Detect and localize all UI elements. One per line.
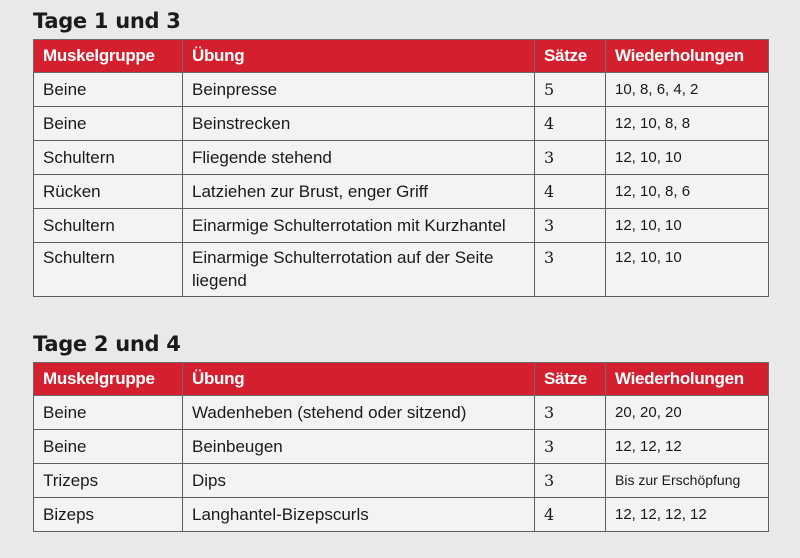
- cell-exercise: Beinbeugen: [183, 430, 535, 464]
- cell-exercise: Beinpresse: [183, 73, 535, 107]
- cell-sets: 4: [535, 107, 606, 141]
- cell-muscle-group: Beine: [34, 430, 183, 464]
- cell-muscle-group: Trizeps: [34, 464, 183, 498]
- header-wiederholungen: Wiederholungen: [606, 40, 769, 73]
- section-title: Tage 1 und 3: [33, 9, 181, 33]
- cell-sets: 3: [535, 430, 606, 464]
- table-row: [34, 107, 769, 141]
- cell-muscle-group: Beine: [34, 107, 183, 141]
- cell-sets: 4: [535, 175, 606, 209]
- cell-reps: 12, 12, 12, 12: [606, 498, 769, 532]
- header-saetze: Sätze: [535, 40, 606, 73]
- header-muskelgruppe: Muskelgruppe: [34, 40, 183, 73]
- cell-exercise: Wadenheben (stehend oder sitzend): [183, 396, 535, 430]
- table-row: [34, 430, 769, 464]
- cell-reps: 10, 8, 6, 4, 2: [606, 73, 769, 107]
- cell-sets: 3: [535, 141, 606, 175]
- cell-sets: 5: [535, 73, 606, 107]
- cell-exercise: Beinstrecken: [183, 107, 535, 141]
- cell-reps: 12, 10, 8, 8: [606, 107, 769, 141]
- section-title: Tage 2 und 4: [33, 332, 181, 356]
- cell-reps: 12, 12, 12: [606, 430, 769, 464]
- table-row: [34, 209, 769, 243]
- cell-muscle-group: Beine: [34, 396, 183, 430]
- cell-reps: 20, 20, 20: [606, 396, 769, 430]
- cell-sets: 3: [535, 209, 606, 243]
- cell-muscle-group: Bizeps: [34, 498, 183, 532]
- cell-muscle-group: Rücken: [34, 175, 183, 209]
- cell-reps: 12, 10, 10: [606, 141, 769, 175]
- cell-exercise: Langhantel-Bizepscurls: [183, 498, 535, 532]
- table-row: [34, 498, 769, 532]
- header-uebung: Übung: [183, 363, 535, 396]
- cell-exercise: Dips: [183, 464, 535, 498]
- table-row: [34, 175, 769, 209]
- cell-exercise: Einarmige Schulterrotation mit Kurzhantel: [183, 209, 535, 243]
- cell-sets: 4: [535, 498, 606, 532]
- workout-table: [33, 39, 769, 297]
- header-uebung: Übung: [183, 40, 535, 73]
- table-header-row: [34, 40, 769, 73]
- table-row: [34, 396, 769, 430]
- cell-exercise: Fliegende stehend: [183, 141, 535, 175]
- cell-reps: 12, 10, 10: [606, 243, 769, 297]
- header-saetze: Sätze: [535, 363, 606, 396]
- table-header-row: [34, 363, 769, 396]
- cell-muscle-group: Schultern: [34, 209, 183, 243]
- section-days-2-4: [33, 331, 768, 532]
- cell-reps: 12, 10, 8, 6: [606, 175, 769, 209]
- cell-muscle-group: Beine: [34, 73, 183, 107]
- cell-muscle-group: Schultern: [34, 243, 183, 297]
- cell-sets: 3: [535, 464, 606, 498]
- cell-sets: 3: [535, 243, 606, 297]
- table-row: [34, 141, 769, 175]
- workout-table: [33, 362, 769, 532]
- cell-reps: Bis zur Erschöpfung: [606, 464, 769, 498]
- cell-exercise: Latziehen zur Brust, enger Griff: [183, 175, 535, 209]
- table-row: [34, 73, 769, 107]
- header-wiederholungen: Wiederholungen: [606, 363, 769, 396]
- section-days-1-3: [33, 8, 768, 297]
- table-row: [34, 464, 769, 498]
- cell-exercise: Einarmige Schulterrotation auf der Seite liegend: [183, 243, 535, 297]
- cell-muscle-group: Schultern: [34, 141, 183, 175]
- cell-sets: 3: [535, 396, 606, 430]
- cell-reps: 12, 10, 10: [606, 209, 769, 243]
- header-muskelgruppe: Muskelgruppe: [34, 363, 183, 396]
- table-row: [34, 243, 769, 297]
